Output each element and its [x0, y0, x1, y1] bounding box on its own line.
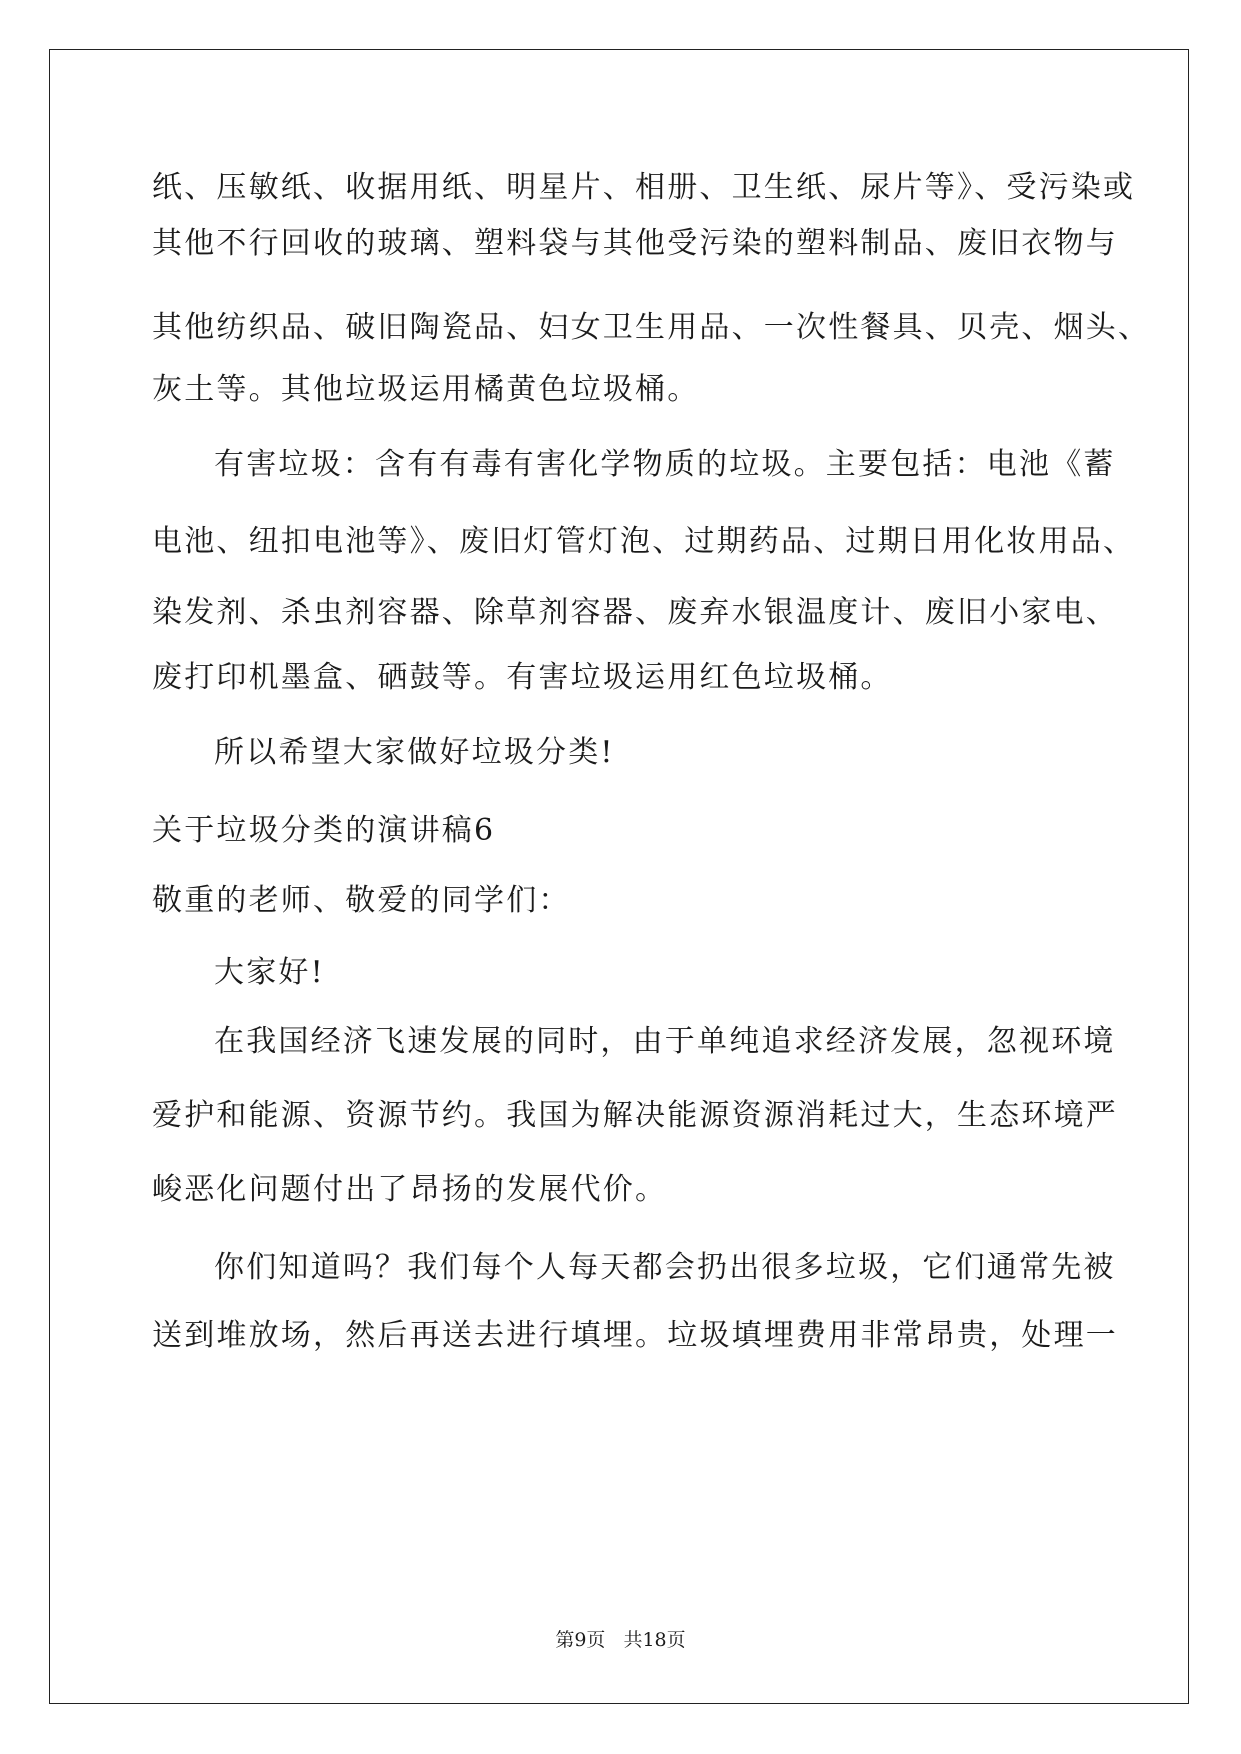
page-footer	[0, 1625, 1241, 1652]
text-line: 染发剂、杀虫剂容器、除草剂容器、废弃水银温度计、废旧小家电、	[152, 595, 1118, 630]
text-line: 废打印机墨盒、硒鼓等。有害垃圾运用红色垃圾桶。	[152, 660, 893, 695]
section-heading: 关于垃圾分类的演讲稿6	[152, 813, 496, 848]
salutation: 敬重的老师、敬爱的同学们：	[152, 883, 571, 918]
greeting: 大家好!	[214, 955, 325, 990]
text-line: 所以希望大家做好垃圾分类!	[214, 735, 615, 770]
text-line: 其他纺织品、破旧陶瓷品、妇女卫生用品、一次性餐具、贝壳、烟头、	[152, 310, 1151, 345]
text-line: 在我国经济飞速发展的同时，由于单纯追求经济发展，忽视环境	[214, 1024, 1116, 1059]
text-line: 纸、压敏纸、收据用纸、明星片、相册、卫生纸、尿片等》、受污染或	[152, 170, 1136, 205]
text-line: 灰土等。其他垃圾运用橘黄色垃圾桶。	[152, 372, 700, 407]
text-line: 爱护和能源、资源节约。我国为解决能源资源消耗过大，生态环境严	[152, 1098, 1118, 1133]
text-line: 电池、纽扣电池等》、废旧灯管灯泡、过期药品、过期日用化妆用品、	[152, 524, 1136, 559]
text-line: 有害垃圾：含有有毒有害化学物质的垃圾。主要包括：电池《蓄	[214, 447, 1116, 482]
text-line: 其他不行回收的玻璃、塑料袋与其他受污染的塑料制品、废旧衣物与	[152, 226, 1118, 261]
text-line: 送到堆放场，然后再送去进行填埋。垃圾填埋费用非常昂贵，处理一	[152, 1318, 1118, 1353]
page-number: 第9页	[555, 1629, 606, 1651]
text-line: 你们知道吗？我们每个人每天都会扔出很多垃圾，它们通常先被	[214, 1250, 1116, 1285]
page-total: 共18页	[623, 1629, 686, 1651]
page-border	[49, 49, 1189, 1704]
text-line: 峻恶化问题付出了昂扬的发展代价。	[152, 1172, 668, 1207]
